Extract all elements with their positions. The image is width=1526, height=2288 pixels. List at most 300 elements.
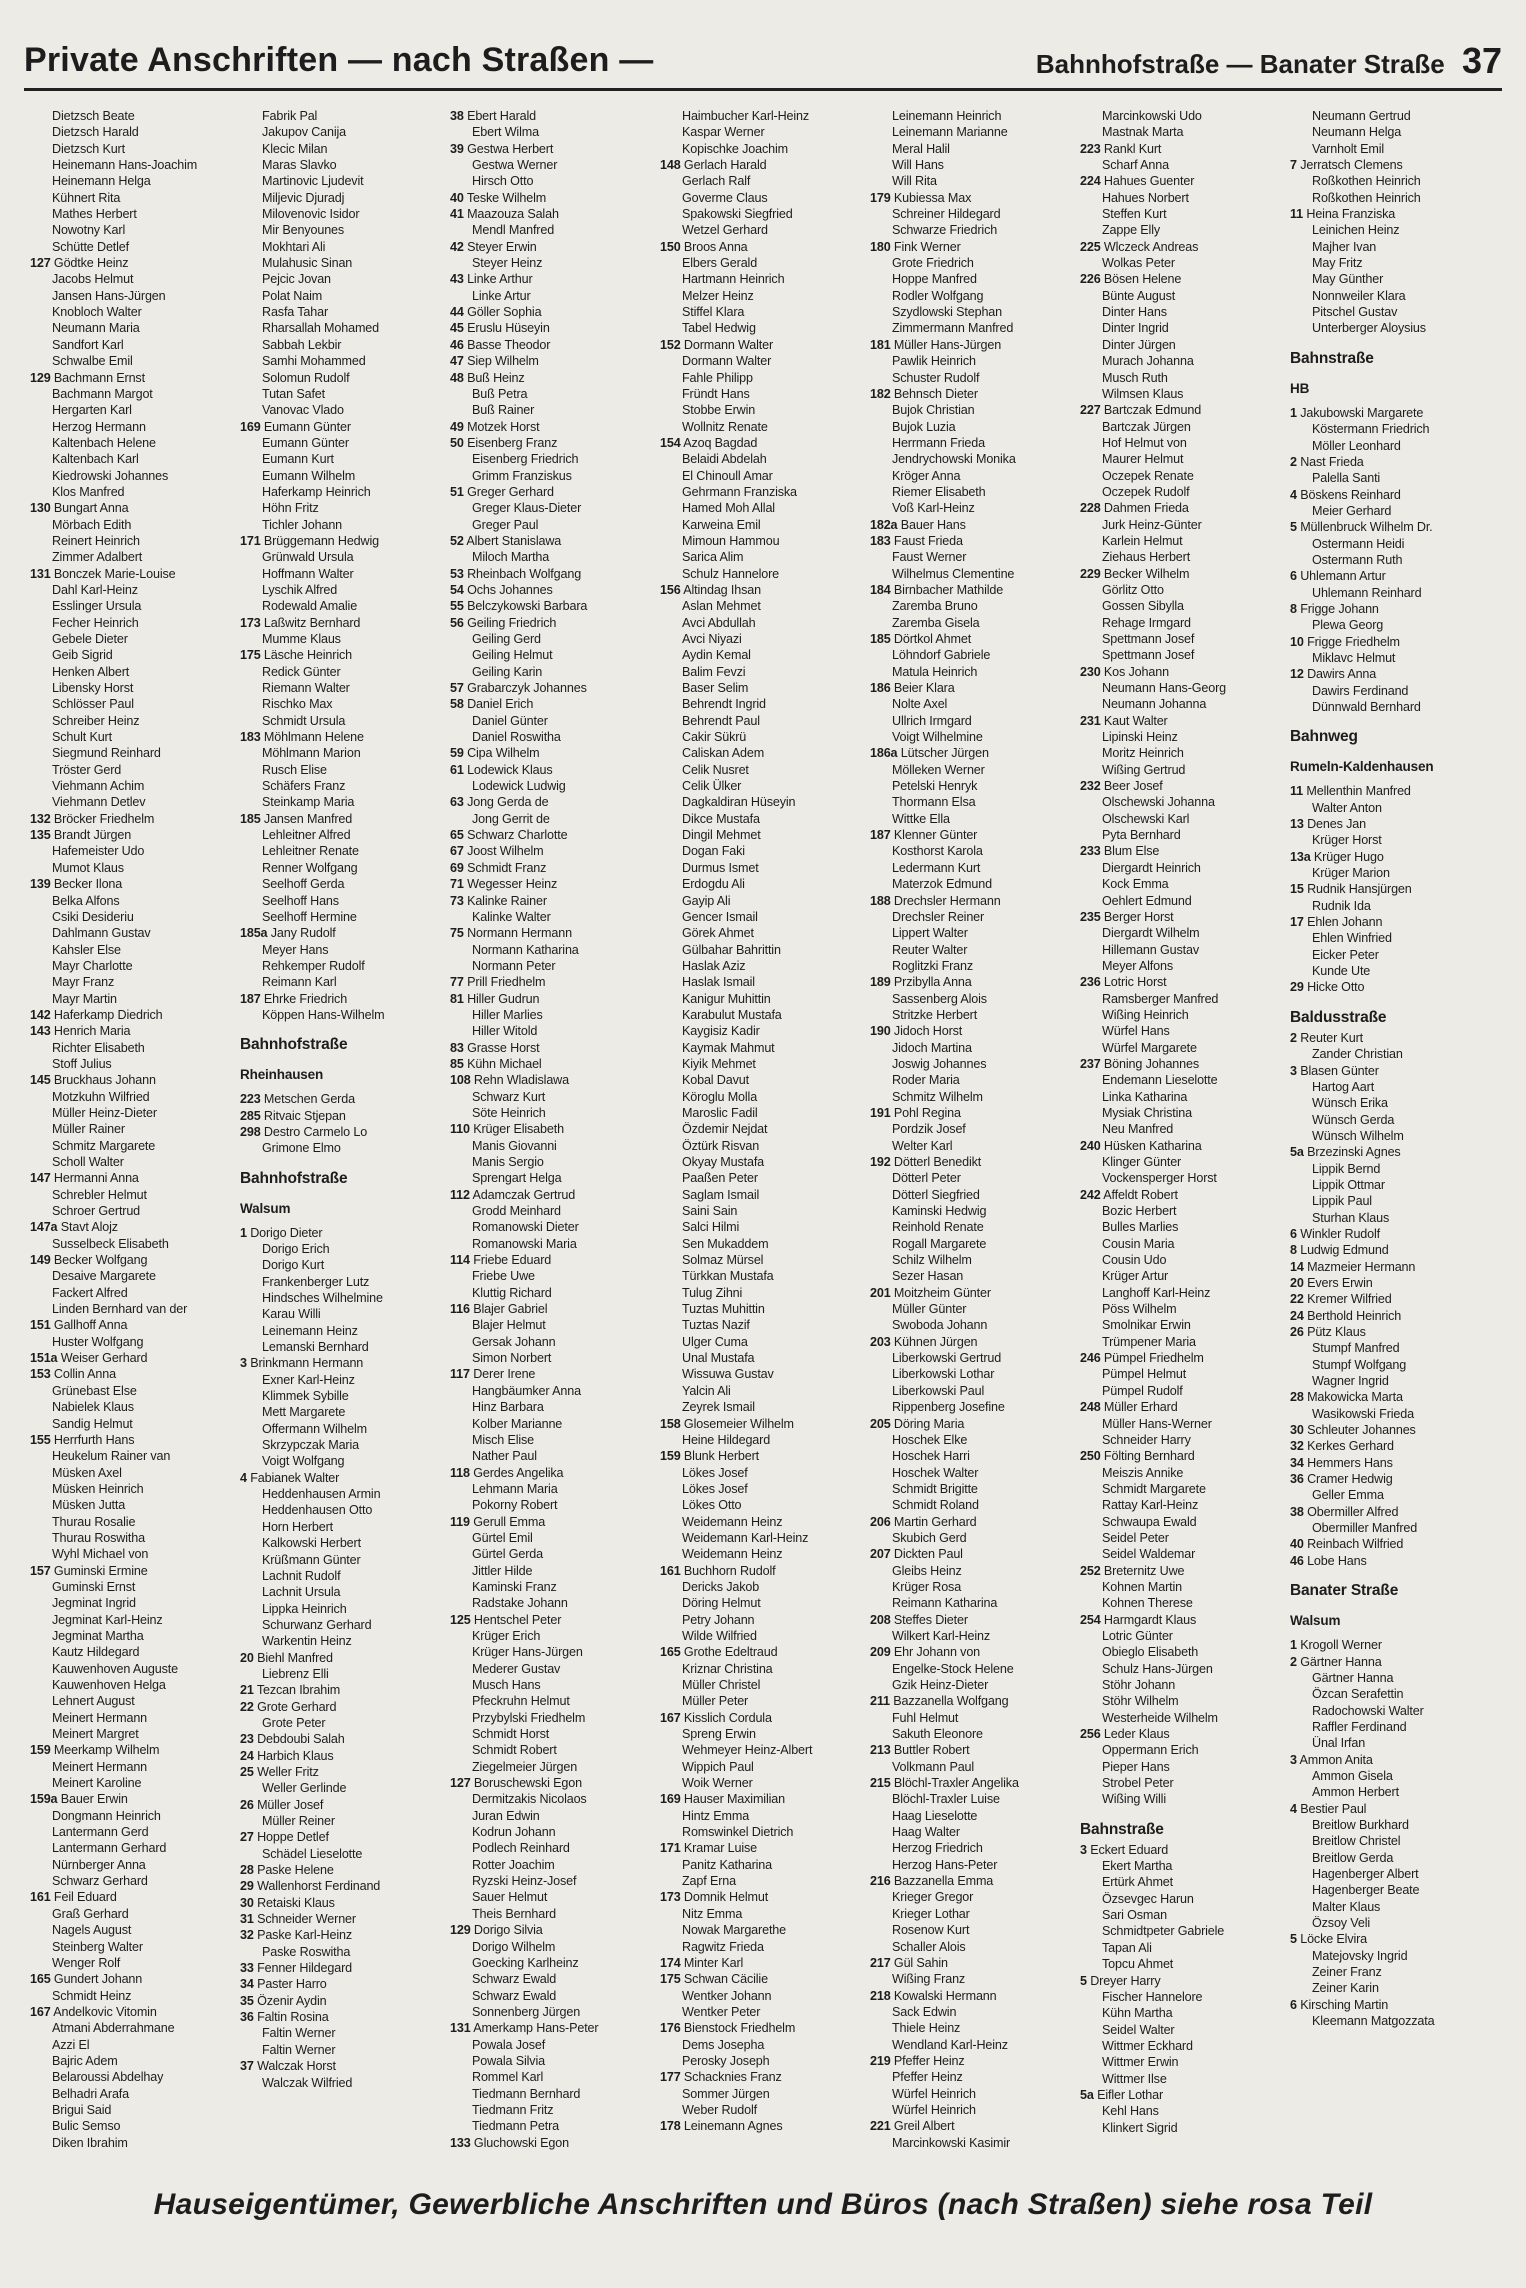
resident-name: Nürnberger Anna: [52, 1857, 146, 1872]
resident-name: Nitz Emma: [682, 1906, 743, 1921]
resident-name: Geller Emma: [1312, 1488, 1384, 1503]
resident-name: Kobal Davut: [682, 1073, 749, 1088]
house-number: 114: [450, 1253, 470, 1268]
resident-entry: [870, 1939, 1076, 1955]
resident-name: Sandfort Karl: [52, 337, 124, 352]
resident-entry: [1080, 484, 1286, 500]
resident-name: Gallhoff Anna: [53, 1318, 128, 1333]
resident-name: Schaller Alois: [892, 1939, 966, 1954]
house-number: 156: [660, 582, 681, 597]
resident-name: Herzog Hermann: [52, 419, 146, 434]
resident-entry: [240, 713, 446, 729]
resident-name: May Günther: [1312, 272, 1384, 287]
resident-entry: [450, 1710, 656, 1726]
resident-name: Schleuter Johannes: [1307, 1423, 1416, 1438]
resident-entry: [30, 1154, 236, 1170]
resident-entry: [660, 288, 866, 304]
resident-name: Brüggemann Hedwig: [263, 533, 379, 548]
resident-entry: [450, 1252, 656, 1268]
resident-name: Özsoy Veli: [1312, 1916, 1370, 1930]
resident-entry: [1290, 914, 1496, 930]
resident-name: Schwarze Friedrich: [892, 223, 998, 238]
resident-name: Heukelum Rainer van: [52, 1449, 171, 1464]
resident-name: Lippik Paul: [1312, 1194, 1372, 1209]
house-number: 185: [240, 811, 261, 826]
resident-name: Ünal Irfan: [1312, 1736, 1366, 1751]
resident-name: Manis Sergio: [472, 1155, 544, 1169]
resident-entry: [30, 1432, 236, 1448]
resident-name: Romswinkel Dietrich: [682, 1825, 794, 1840]
resident-entry: [1290, 487, 1496, 503]
resident-entry: [240, 1091, 446, 1107]
resident-name: Wißing Franz: [892, 1972, 966, 1987]
house-number: 133: [450, 2135, 471, 2150]
house-number: 61: [450, 762, 464, 777]
resident-name: Hagenberger Beate: [1312, 1883, 1420, 1898]
resident-name: Pawlik Heinrich: [892, 354, 976, 369]
resident-name: Rasfa Tahar: [262, 305, 329, 320]
resident-entry: [660, 745, 866, 761]
house-number: 67: [450, 844, 464, 859]
resident-entry: [660, 1955, 866, 1971]
resident-name: Sassenberg Alois: [892, 991, 987, 1006]
resident-entry: [660, 271, 866, 287]
resident-name: Kosthorst Karola: [892, 844, 983, 859]
resident-name: Schmitz Wilhelm: [892, 1089, 983, 1104]
resident-entry: [870, 1138, 1076, 1154]
resident-name: Fecher Heinrich: [52, 615, 139, 630]
resident-name: Bienstock Friedhelm: [683, 2021, 796, 2036]
resident-name: Wolkas Peter: [1102, 256, 1175, 271]
resident-entry: [240, 320, 446, 336]
resident-entry: [450, 500, 656, 516]
resident-entry: [240, 1797, 446, 1813]
house-number: 36: [240, 2010, 254, 2025]
resident-entry: [1080, 124, 1286, 140]
house-number: 83: [450, 1040, 464, 1055]
resident-name: Jegminat Karl-Heinz: [52, 1612, 163, 1627]
resident-entry: [30, 1268, 236, 1284]
resident-name: Schneider Harry: [1102, 1432, 1191, 1447]
house-number: 45: [450, 321, 464, 336]
resident-entry: [30, 500, 236, 516]
resident-entry: [240, 141, 446, 157]
resident-name: Reimann Katharina: [892, 1596, 998, 1611]
resident-name: Kaminski Franz: [472, 1579, 557, 1594]
resident-entry: [450, 762, 656, 778]
resident-entry: [660, 811, 866, 827]
resident-name: Haag Walter: [892, 1825, 960, 1840]
street-range-title: Bahnhofstraße — Banater Straße: [1035, 49, 1445, 79]
resident-name: Gossen Sibylla: [1102, 599, 1184, 614]
house-number: 185a: [240, 926, 268, 941]
resident-name: Geiling Helmut: [472, 648, 553, 663]
resident-name: Blajer Gabriel: [473, 1302, 548, 1317]
resident-entry: [30, 1726, 236, 1742]
resident-entry: [660, 942, 866, 958]
resident-entry: [450, 1154, 656, 1170]
resident-entry: [30, 1824, 236, 1840]
resident-name: Müller Christel: [682, 1678, 761, 1692]
resident-entry: [870, 974, 1076, 990]
resident-entry: [240, 925, 446, 941]
resident-name: Pöss Wilhelm: [1102, 1302, 1177, 1317]
resident-name: Stumpf Wolfgang: [1312, 1357, 1407, 1372]
resident-name: Jakupov Canija: [262, 125, 347, 140]
resident-entry: [1290, 288, 1496, 304]
resident-name: Gayip Ali: [682, 893, 731, 908]
resident-name: Avci Abdullah: [682, 615, 756, 630]
resident-entry: [1290, 601, 1496, 617]
resident-name: Ziegelmeier Jürgen: [472, 1759, 578, 1774]
resident-name: Thiele Heinz: [892, 2021, 961, 2036]
resident-name: Gluchowski Egon: [473, 2135, 569, 2150]
resident-name: Spettmann Josef: [1102, 648, 1195, 663]
house-number: 143: [30, 1024, 51, 1039]
house-number: 38: [450, 109, 464, 123]
resident-name: Joswig Johannes: [892, 1056, 987, 1071]
resident-name: Teske Wilhelm: [466, 190, 547, 205]
resident-entry: [450, 909, 656, 925]
resident-name: Bauer Hans: [900, 517, 966, 532]
resident-entry: [660, 1644, 866, 1660]
resident-entry: [1290, 454, 1496, 470]
resident-name: Theis Bernhard: [472, 1906, 557, 1921]
resident-entry: [240, 1108, 446, 1124]
resident-name: Schrebler Helmut: [52, 1187, 147, 1202]
resident-entry: [240, 1372, 446, 1388]
resident-name: Dietzsch Kurt: [52, 141, 125, 156]
resident-entry: [1290, 1340, 1496, 1356]
resident-entry: [240, 909, 446, 925]
resident-entry: [660, 337, 866, 353]
resident-entry: [1080, 843, 1286, 859]
resident-name: Thurau Rosalie: [52, 1514, 136, 1529]
resident-entry: [1080, 1759, 1286, 1775]
resident-entry: [240, 288, 446, 304]
resident-name: Wißing Willi: [1102, 1792, 1166, 1807]
resident-name: Reuter Walter: [892, 942, 968, 957]
resident-entry: [240, 353, 446, 369]
house-number: 209: [870, 1645, 891, 1660]
resident-entry: [30, 1040, 236, 1056]
resident-name: Nowotny Karl: [52, 223, 126, 238]
resident-entry: [450, 942, 656, 958]
resident-name: Albert Stanislawa: [466, 533, 562, 548]
resident-name: Schädel Lieselotte: [262, 1846, 363, 1861]
resident-name: Krüger Artur: [1102, 1269, 1169, 1284]
resident-name: Hamed Moh Allal: [682, 501, 775, 516]
resident-name: Powala Silvia: [472, 2053, 545, 2068]
resident-name: Meinert Karoline: [52, 1776, 142, 1791]
resident-name: Grasse Horst: [467, 1040, 540, 1055]
resident-entry: [1080, 239, 1286, 255]
resident-name: Klinkert Sigrid: [1102, 2120, 1178, 2135]
house-number: 49: [450, 419, 464, 434]
resident-entry: [30, 1497, 236, 1513]
resident-name: Bröcker Friedhelm: [53, 811, 155, 826]
resident-name: Eicker Peter: [1312, 947, 1379, 962]
resident-entry: [240, 745, 446, 761]
resident-name: Uhlemann Reinhard: [1312, 585, 1422, 600]
resident-entry: [1290, 239, 1496, 255]
resident-name: Weller Fritz: [257, 1764, 319, 1779]
house-number: 5: [1290, 1932, 1297, 1947]
resident-entry: [450, 876, 656, 892]
house-number: 191: [870, 1105, 891, 1120]
resident-entry: [1080, 1858, 1286, 1874]
resident-entry: [870, 1955, 1076, 1971]
house-number: 23: [240, 1732, 254, 1747]
resident-name: Nast Frieda: [1300, 454, 1364, 469]
resident-entry: [1290, 1210, 1496, 1226]
resident-entry: [450, 1497, 656, 1513]
house-number: 7: [1290, 158, 1297, 173]
resident-name: Tiedmann Petra: [472, 2119, 560, 2134]
resident-name: Bazzanella Wolfgang: [893, 1694, 1009, 1709]
resident-name: Lotric Horst: [1103, 975, 1167, 990]
resident-entry: [660, 1187, 866, 1203]
resident-entry: [240, 206, 446, 222]
resident-name: Matula Heinrich: [892, 664, 978, 679]
resident-name: Zeiner Karin: [1312, 1981, 1379, 1996]
resident-name: Lehmann Maria: [472, 1481, 558, 1496]
resident-entry: [240, 1124, 446, 1140]
resident-entry: [240, 1568, 446, 1584]
resident-name: Samhi Mohammed: [262, 354, 366, 369]
resident-entry: [450, 1170, 656, 1186]
resident-name: Henrich Maria: [53, 1024, 131, 1039]
resident-name: Öztürk Risvan: [682, 1138, 760, 1153]
resident-name: Gencer Ismail: [682, 909, 758, 924]
house-number: 5a: [1080, 2087, 1094, 2102]
resident-entry: [1290, 1128, 1496, 1144]
house-number: 187: [870, 828, 891, 843]
house-number: 182a: [870, 517, 898, 532]
house-number: 147: [30, 1171, 51, 1186]
resident-entry: [450, 239, 656, 255]
district-heading: Rheinhausen: [240, 1067, 324, 1083]
resident-name: Esslinger Ursula: [52, 599, 142, 614]
resident-entry: [30, 222, 236, 238]
resident-entry: [450, 533, 656, 549]
resident-name: Jong Gerda de: [467, 795, 549, 810]
resident-entry: [660, 108, 866, 124]
resident-name: Müller Hans-Jürgen: [893, 337, 1002, 352]
resident-name: Dinter Hans: [1102, 305, 1167, 320]
house-number: 39: [450, 141, 464, 156]
resident-entry: [240, 1225, 446, 1241]
resident-entry: [870, 1661, 1076, 1677]
resident-entry: [450, 1416, 656, 1432]
resident-entry: [1080, 1907, 1286, 1923]
resident-name: Döring Maria: [893, 1416, 965, 1431]
resident-entry: [240, 1339, 446, 1355]
resident-name: Kaygisiz Kadir: [682, 1024, 760, 1039]
house-number: 187: [240, 991, 261, 1006]
resident-name: Zimmermann Manfred: [892, 321, 1014, 336]
resident-entry: [660, 729, 866, 745]
resident-name: Özsevgec Harun: [1102, 1891, 1194, 1906]
resident-name: Wünsch Gerda: [1312, 1112, 1395, 1127]
resident-name: Jerratsch Clemens: [1300, 158, 1403, 173]
resident-name: Nabielek Klaus: [52, 1400, 134, 1415]
house-number: 224: [1080, 174, 1101, 189]
resident-entry: [1080, 1693, 1286, 1709]
resident-entry: [30, 320, 236, 336]
resident-name: Jegminat Martha: [52, 1628, 144, 1643]
resident-name: Romanowski Maria: [472, 1236, 577, 1251]
resident-name: Eumann Günter: [262, 435, 349, 450]
resident-name: Kaymak Mahmut: [682, 1040, 775, 1055]
house-number: 85: [450, 1056, 464, 1071]
resident-name: Tutan Safet: [262, 386, 325, 401]
resident-entry: [660, 680, 866, 696]
resident-name: Lachnit Ursula: [262, 1585, 341, 1600]
resident-entry: [30, 2069, 236, 2085]
resident-entry: [1080, 386, 1286, 402]
resident-entry: [870, 1873, 1076, 1889]
resident-name: Rudnik Hansjürgen: [1307, 882, 1412, 897]
resident-name: Meyer Hans: [262, 942, 329, 957]
resident-name: Wilkert Karl-Heinz: [892, 1628, 991, 1643]
resident-entry: [30, 1759, 236, 1775]
resident-entry: [660, 1203, 866, 1219]
resident-name: Perosky Joseph: [682, 2053, 770, 2068]
house-number: 178: [660, 2119, 681, 2134]
resident-entry: [450, 1693, 656, 1709]
resident-entry: [240, 1388, 446, 1404]
resident-entry: [870, 108, 1076, 124]
resident-name: Harmgardt Klaus: [1103, 1612, 1197, 1627]
resident-name: Horn Herbert: [262, 1519, 333, 1534]
resident-entry: [240, 582, 446, 598]
resident-entry: [1080, 876, 1286, 892]
resident-name: Okyay Mustafa: [682, 1155, 765, 1169]
resident-entry: [30, 255, 236, 271]
house-number: 4: [1290, 487, 1297, 502]
resident-name: Schreiner Hildegard: [892, 207, 1001, 222]
resident-entry: [1290, 1487, 1496, 1503]
house-number: 186a: [870, 746, 898, 761]
resident-name: Neu Manfred: [1102, 1122, 1174, 1137]
resident-entry: [870, 157, 1076, 173]
resident-name: Özdemir Nejdat: [682, 1122, 768, 1137]
resident-name: Bartczak Jürgen: [1102, 419, 1191, 434]
resident-entry: [240, 1895, 446, 1911]
directory-column: [660, 108, 870, 2168]
house-number: 250: [1080, 1449, 1101, 1464]
resident-entry: [1080, 745, 1286, 761]
house-number: 159: [30, 1743, 51, 1758]
resident-name: Sandig Helmut: [52, 1416, 133, 1431]
resident-name: Dingil Mehmet: [682, 828, 761, 843]
resident-name: Siep Wilhelm: [467, 354, 539, 369]
resident-name: Gerull Emma: [473, 1514, 546, 1529]
house-number: 142: [30, 1007, 51, 1022]
house-number: 55: [450, 599, 464, 614]
resident-entry: [30, 1628, 236, 1644]
resident-name: Becker Ilona: [53, 877, 123, 892]
resident-name: Fabrik Pal: [262, 109, 318, 123]
resident-entry: [30, 1971, 236, 1987]
house-number: 237: [1080, 1056, 1101, 1071]
resident-entry: [870, 696, 1076, 712]
resident-name: Motzkuhn Wilfried: [52, 1089, 150, 1104]
resident-entry: [870, 255, 1076, 271]
resident-entry: [870, 942, 1076, 958]
resident-name: Meiszis Annike: [1102, 1465, 1184, 1480]
house-number: 6: [1290, 1226, 1297, 1241]
resident-name: Elbers Gerald: [682, 256, 758, 271]
resident-entry: [240, 1911, 446, 1927]
resident-name: Göller Sophia: [467, 305, 542, 320]
resident-entry: [1290, 881, 1496, 897]
resident-name: Wünsch Erika: [1312, 1096, 1388, 1111]
resident-name: Atmani Abderrahmane: [52, 2021, 175, 2036]
resident-name: Kisslich Cordula: [683, 1710, 772, 1725]
resident-entry: [660, 2086, 866, 2102]
resident-entry: [660, 1105, 866, 1121]
resident-name: Haferkamp Diedrich: [53, 1007, 163, 1022]
house-number: 227: [1080, 403, 1101, 418]
resident-entry: [240, 1355, 446, 1371]
house-number: 190: [870, 1024, 891, 1039]
resident-entry: [660, 1988, 866, 2004]
resident-entry: [870, 876, 1076, 892]
resident-entry: [870, 1219, 1076, 1235]
resident-name: Rodler Wolfgang: [892, 288, 984, 303]
resident-entry: [870, 1971, 1076, 1987]
resident-name: Meinert Margret: [52, 1727, 139, 1742]
resident-entry: [240, 533, 446, 549]
resident-entry: [870, 615, 1076, 631]
resident-name: Jansen Hans-Jürgen: [52, 288, 166, 303]
resident-entry: [1080, 1546, 1286, 1562]
resident-name: Stavt Alojz: [60, 1220, 118, 1235]
resident-name: Huster Wolfgang: [52, 1334, 144, 1349]
resident-entry: [450, 386, 656, 402]
resident-entry: [450, 1939, 656, 1955]
house-number: 235: [1080, 909, 1101, 924]
resident-entry: [240, 1650, 446, 1666]
resident-entry: [450, 794, 656, 810]
resident-entry: [870, 1154, 1076, 1170]
resident-name: Unterberger Aloysius: [1312, 321, 1426, 336]
resident-name: Lantermann Gerhard: [52, 1841, 167, 1856]
resident-name: Grimm Franziskus: [472, 468, 572, 483]
resident-entry: [870, 1857, 1076, 1873]
house-number: 188: [870, 893, 891, 908]
resident-entry: [870, 173, 1076, 189]
resident-entry: [660, 1791, 866, 1807]
house-number: 27: [240, 1830, 254, 1845]
resident-name: Voigt Wilhelmine: [892, 730, 983, 745]
house-number: 29: [1290, 980, 1304, 995]
resident-name: Jany Rudolf: [270, 926, 336, 941]
resident-name: Ziehaus Herbert: [1102, 550, 1191, 565]
resident-name: Mayr Franz: [52, 975, 115, 990]
resident-name: Hindsches Wilhelmine: [262, 1291, 383, 1305]
resident-name: Heddenhausen Otto: [262, 1503, 373, 1518]
resident-entry: [1080, 1775, 1286, 1791]
resident-name: Würfel Heinrich: [892, 2102, 976, 2117]
house-number: 189: [870, 975, 891, 990]
resident-entry: [1080, 1301, 1286, 1317]
resident-entry: [870, 1252, 1076, 1268]
resident-entry: [450, 893, 656, 909]
resident-name: Henken Albert: [52, 664, 130, 679]
